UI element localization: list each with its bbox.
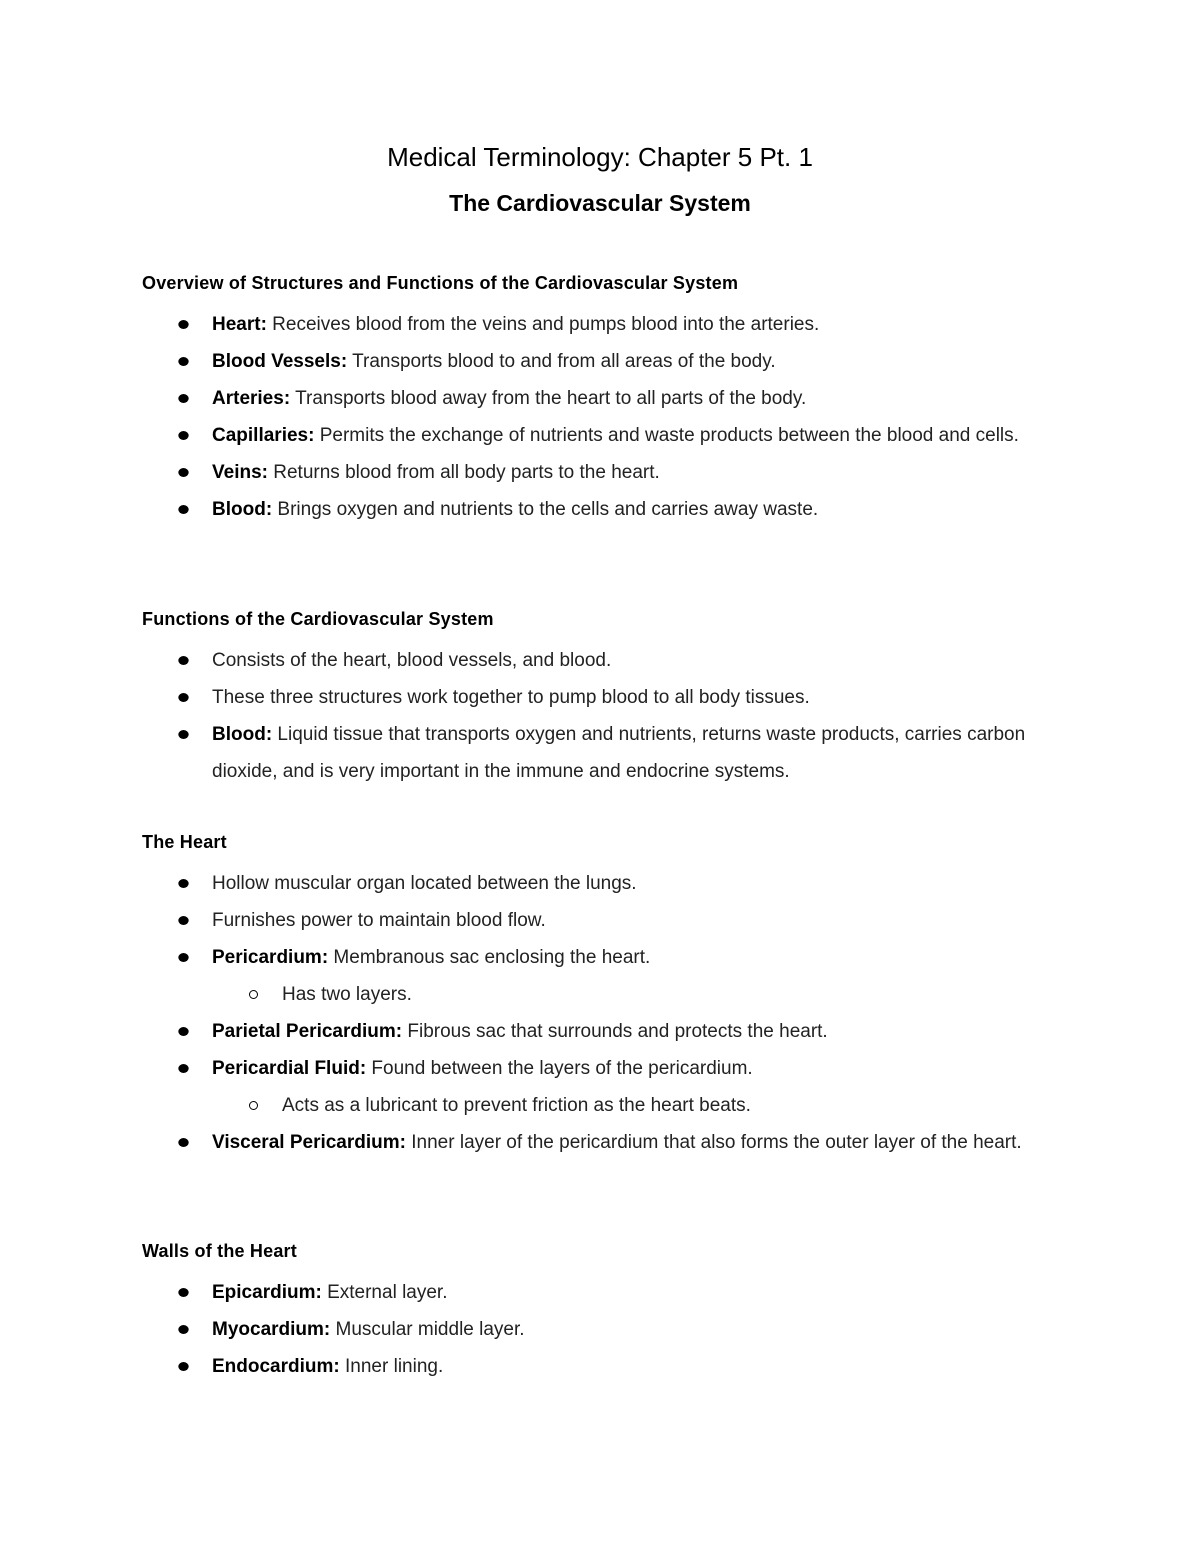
list-item [142, 306, 1062, 343]
term-definition: Transports blood to and from all areas of the body. [347, 351, 776, 372]
list-item [142, 1050, 1062, 1087]
item-text: Has two layers. [282, 984, 412, 1005]
list-item [142, 865, 1062, 902]
list-item [142, 1311, 1062, 1348]
bullet-icon [178, 953, 188, 962]
bullet-icon [178, 656, 188, 665]
list-item [142, 1274, 1062, 1311]
list-item [142, 343, 1062, 380]
term-label: Visceral Pericardium: [212, 1132, 406, 1153]
term-label: Endocardium: [212, 1356, 340, 1377]
bullet-icon [178, 916, 188, 925]
term-definition: Inner lining. [339, 1356, 444, 1377]
section-heading: Walls of the Heart [142, 1241, 297, 1261]
bullet-icon [178, 320, 188, 329]
term-label: Parietal Pericardium: [212, 1021, 403, 1042]
bullet-list [142, 1274, 1062, 1385]
section-functions [142, 606, 1062, 790]
term-label: Blood Vessels: [212, 351, 348, 372]
term-label: Blood: [212, 499, 273, 520]
term-label: Myocardium: [212, 1319, 331, 1340]
bullet-icon [178, 879, 188, 888]
list-item [142, 491, 1062, 528]
bullet-icon [178, 1064, 188, 1073]
term-label: Pericardial Fluid: [212, 1058, 367, 1079]
term-definition: Liquid tissue that transports oxygen and nutrients, returns waste products, carries carbon dioxide, and is very important in the immune and endocrine systems. [212, 724, 1026, 782]
term-definition: Permits the exchange of nutrients and waste products between the blood and cells. [314, 425, 1019, 446]
bullet-icon [178, 730, 188, 739]
bullet-icon [178, 505, 188, 514]
bullet-icon [178, 693, 188, 702]
section-walls [142, 1238, 1062, 1385]
section-heading: Functions of the Cardiovascular System [142, 609, 494, 629]
bullet-list [142, 642, 1062, 790]
term-label: Arteries: [212, 388, 291, 409]
document-title [0, 141, 1200, 173]
section-heading: The Heart [142, 832, 227, 852]
bullet-list [142, 865, 1062, 1161]
term-definition: Fibrous sac that surrounds and protects the heart. [402, 1021, 828, 1042]
list-item [142, 902, 1062, 939]
bullet-icon [178, 394, 188, 403]
list-item [142, 1124, 1062, 1161]
hollow-bullet-icon [249, 990, 258, 999]
list-item [142, 417, 1062, 454]
term-label: Heart: [212, 314, 267, 335]
list-item [142, 679, 1062, 716]
bullet-list [142, 306, 1062, 528]
list-item [142, 939, 1062, 976]
list-item [142, 1013, 1062, 1050]
document-subtitle: The Cardiovascular System [449, 190, 751, 216]
term-label: Pericardium: [212, 947, 329, 968]
list-item [142, 1348, 1062, 1385]
section-heading: Overview of Structures and Functions of the Cardiovascular System [142, 273, 739, 293]
list-item [142, 454, 1062, 491]
term-definition: Inner layer of the pericardium that also forms the outer layer of the heart. [405, 1132, 1022, 1153]
bullet-icon [178, 1027, 188, 1036]
term-definition: Receives blood from the veins and pumps blood into the arteries. [266, 314, 820, 335]
bullet-icon [178, 1325, 188, 1334]
list-item [142, 642, 1062, 679]
list-item [142, 380, 1062, 417]
term-label: Capillaries: [212, 425, 315, 446]
term-definition: Found between the layers of the pericardium. [366, 1058, 753, 1079]
item-text: Furnishes power to maintain blood flow. [212, 910, 546, 931]
bullet-icon [178, 1288, 188, 1297]
list-item [142, 716, 1062, 790]
term-definition: Brings oxygen and nutrients to the cells and carries away waste. [272, 499, 819, 520]
item-text: Consists of the heart, blood vessels, and blood. [212, 650, 612, 671]
bullet-icon [178, 1362, 188, 1371]
bullet-icon [178, 431, 188, 440]
term-label: Blood: [212, 724, 273, 745]
term-definition: Transports blood away from the heart to all parts of the body. [290, 388, 807, 409]
term-definition: External layer. [321, 1282, 448, 1303]
term-label: Epicardium: [212, 1282, 322, 1303]
term-label: Veins: [212, 462, 268, 483]
item-text: These three structures work together to pump blood to all body tissues. [212, 687, 810, 708]
item-text: Acts as a lubricant to prevent friction as the heart beats. [282, 1095, 751, 1116]
section-overview [142, 270, 1062, 528]
bullet-icon [178, 1138, 188, 1147]
section-heart [142, 829, 1062, 1161]
document-title-text: Medical Terminology: Chapter 5 Pt. 1 [387, 142, 813, 172]
bullet-icon [178, 468, 188, 477]
term-definition: Membranous sac enclosing the heart. [328, 947, 651, 968]
bullet-icon [178, 357, 188, 366]
term-definition: Muscular middle layer. [330, 1319, 525, 1340]
item-text: Hollow muscular organ located between the lungs. [212, 873, 637, 894]
sub-list-item [142, 976, 1062, 1013]
hollow-bullet-icon [249, 1101, 258, 1110]
sub-list-item [142, 1087, 1062, 1124]
term-definition: Returns blood from all body parts to the heart. [267, 462, 660, 483]
